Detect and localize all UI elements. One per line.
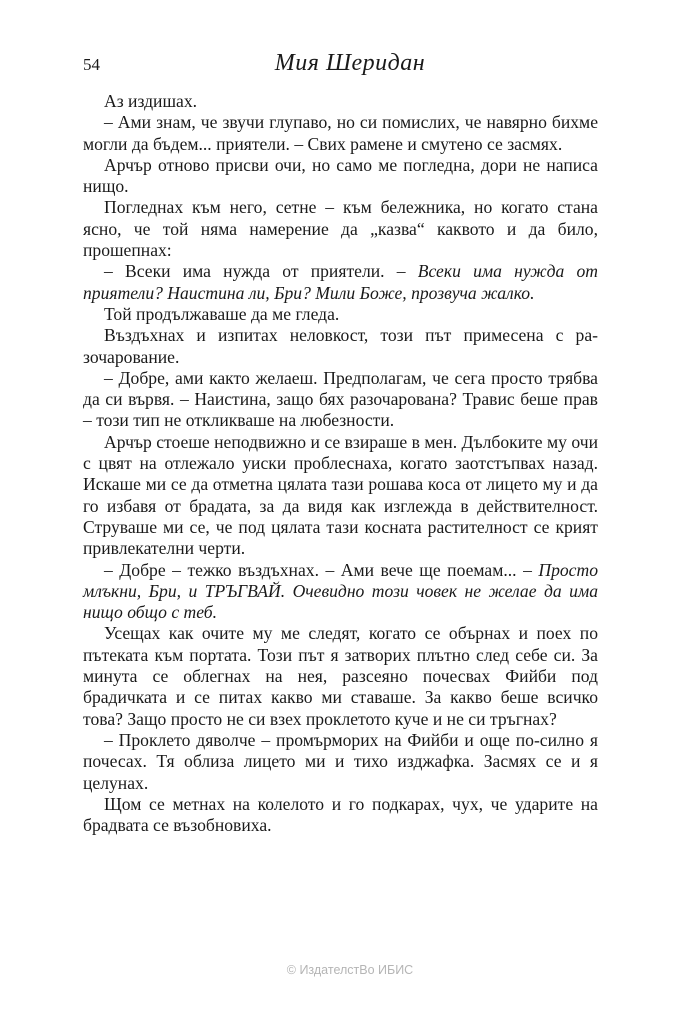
body-text bbox=[83, 91, 598, 836]
page-number: 54 bbox=[83, 55, 100, 74]
paragraph: Усещах как очите му ме следят, когато се обърнах и поех по пътеката към портата. Този път я затворих плътно след себе си. За минута се облегнах на нея, разсеяно почесвах Фийби под брадичката и се питах какво ми ставаше. За какво беше всичко това? Защо просто не си взех проклетото куче и не си тръгнах? bbox=[83, 623, 598, 729]
paragraph: – Добре, ами както желаеш. Предполагам, че сега просто трябва да си вървя. – Наистина, защо бях разочарована? Травис беше прав – този тип не откликваше на любезности. bbox=[83, 367, 598, 431]
paragraph: – Добре – тежко въздъхнах. – Ами вече ще поемам... – Просто млъкни, Бри, и ТРЪГВАЙ. Очевидно този човек не желае да има нищо общо с теб. bbox=[83, 559, 598, 623]
paragraph: Арчър отново присви очи, но само ме погледна, дори не написа нищо. bbox=[83, 154, 598, 197]
paragraph: Аз издишах. bbox=[104, 91, 198, 111]
paragraph: – Всеки има нужда от приятели. – Всеки има нужда от приятели? Наистина ли, Бри? Мили Боже, прозвуча жалко. bbox=[83, 261, 598, 303]
paragraph: Щом се метнах на колелото и го подкарах, чух, че ударите на брадвата се възобновиха. bbox=[83, 793, 598, 836]
page-header bbox=[83, 50, 617, 80]
inner-thought: Всеки има нужда от приятели? Наистина ли, Бри? Мили Боже, прозвуча жалко. bbox=[83, 261, 598, 303]
paragraph: – Ами знам, че звучи глупаво, но си помислих, че навярно бихме могли да бъдем... приятели. – Свих рамене и смутено се засмях. bbox=[83, 112, 598, 154]
paragraph: Въздъхнах и изпитах неловкост, този път примесена с разочарование. bbox=[83, 325, 598, 367]
publisher-watermark: © ИздателстВо ИБИС bbox=[286, 963, 414, 977]
paragraph: Арчър стоеше неподвижно и се взираше в мен. Дълбоките му очи с цвят на отлежало уиски проблеснаха, когато заотстъпвах назад. Искаше ми се да отметна цялата тази рошава коса от лицето му и да го избавя от брадата, за да видя как изглежда в действителност. Струваше ми се, че под цялата тази косната растителност се крият привлекателни черти. bbox=[83, 431, 598, 559]
paragraph: Погледнах към него, сетне – към бележника, но когато стана ясно, че той няма намерение да „казва“ каквото и да било, прошепнах: bbox=[83, 197, 598, 261]
inner-thought: Просто млъкни, Бри, и ТРЪГВАЙ. Очевидно този човек не желае да има нищо общо с теб. bbox=[83, 559, 598, 623]
running-title: Мия Шеридан bbox=[274, 50, 426, 76]
paragraph: – Проклето дяволче – промърморих на Фийби и още по-силно я почесах. Тя облиза лицето ми и тихо изджафка. Засмях се и я целунах. bbox=[83, 729, 598, 793]
paragraph: Той продължаваше да ме гледа. bbox=[104, 303, 340, 324]
